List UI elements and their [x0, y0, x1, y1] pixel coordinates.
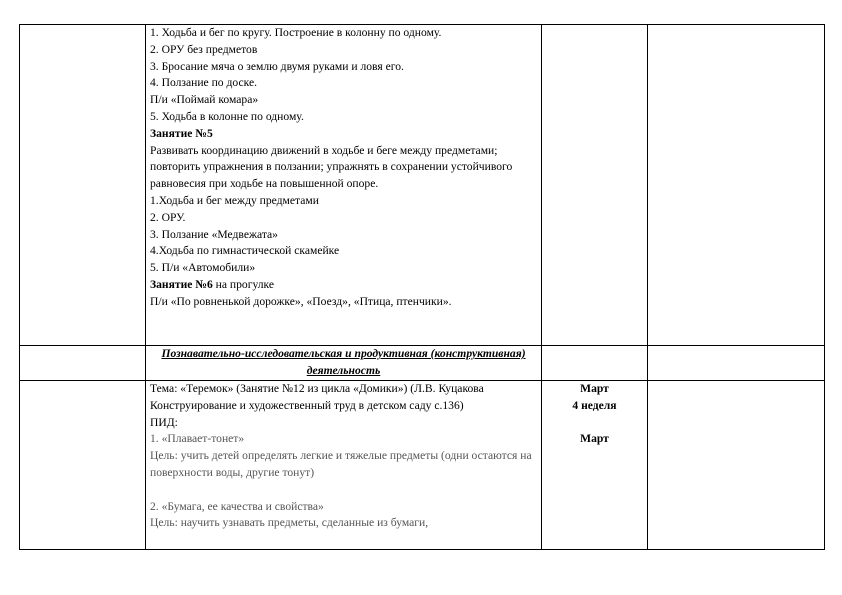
lesson-6-title: Занятие №6 [150, 277, 213, 291]
activity-line: П/и «Поймай комара» [150, 93, 259, 107]
empty-cell [20, 381, 146, 550]
activity-line: 5. Ходьба в колонне по одному. [150, 109, 304, 123]
activity-line: 4. Ползание по доске. [150, 76, 257, 90]
empty-cell [542, 25, 648, 346]
lesson-5-item: 1.Ходьба и бег между предметами [150, 193, 319, 207]
spacer [546, 415, 643, 432]
time-cell [542, 381, 648, 550]
time-week: 4 неделя [572, 398, 617, 412]
topic-source: (Л.В. Куцакова Конструирование и художественный труд в детском саду с.136) [150, 382, 484, 412]
pid-label: ПИД: [150, 415, 178, 429]
lesson-5-item: 5. П/и «Автомобили» [150, 261, 256, 275]
activity-line: 1. Ходьба и бег по кругу. Построение в колонну по одному. [150, 26, 442, 39]
time-month: Март [580, 382, 609, 395]
table-row [20, 346, 825, 381]
topic-title: Тема: «Теремок» (Занятие №12 из цикла «Домики») [150, 382, 408, 395]
activity-line: 3. Бросание мяча о землю двумя руками и ловя его. [150, 59, 404, 73]
experiment-2-goal: Цель: научить узнавать предметы, сделанные из бумаги, [150, 516, 429, 530]
experiment-1-title: 1. «Плавает-тонет» [150, 432, 245, 446]
empty-cell [648, 346, 825, 381]
lesson-5-goal: Развивать координацию движений в ходьбе и беге между предметами; повторить упражнения в ползании; упражнять в сохранении устойчивого равновесия при ходьбе на повышенной опоре. [150, 143, 513, 191]
topic-line [150, 381, 537, 415]
section-title: Познавательно-исследовательская и продуктивная (конструктивная) деятельность [146, 346, 542, 381]
empty-cell [648, 381, 825, 550]
empty-cell [542, 346, 648, 381]
lesson-6-heading [150, 277, 537, 294]
lesson-5-item: 2. ОРУ. [150, 210, 186, 224]
lesson-6-games: П/и «По ровненькой дорожке», «Поезд», «Птица, птенчики». [150, 294, 452, 308]
experiment-1-goal: Цель: учить детей определять легкие и тяжелые предметы (одни остаются на поверхности воды, другие тонут) [150, 449, 532, 479]
lesson-5-title: Занятие №5 [150, 126, 213, 140]
lesson-5-item: 3. Ползание «Медвежата» [150, 227, 278, 241]
lesson-5-item: 4.Ходьба по гимнастической скамейке [150, 244, 340, 258]
experiment-2-title: 2. «Бумага, ее качества и свойства» [150, 499, 324, 513]
lesson-6-suffix: на прогулке [212, 277, 275, 291]
spacer [150, 482, 537, 499]
activity-line: 2. ОРУ без предметов [150, 42, 258, 56]
activity-content-cell [146, 381, 542, 550]
empty-cell [20, 346, 146, 381]
document-table [19, 24, 825, 550]
empty-cell [648, 25, 825, 346]
empty-cell [20, 25, 146, 346]
table-row [20, 25, 825, 346]
table-row [20, 381, 825, 550]
activity-content-cell [146, 25, 542, 346]
time-month: Март [580, 432, 609, 446]
